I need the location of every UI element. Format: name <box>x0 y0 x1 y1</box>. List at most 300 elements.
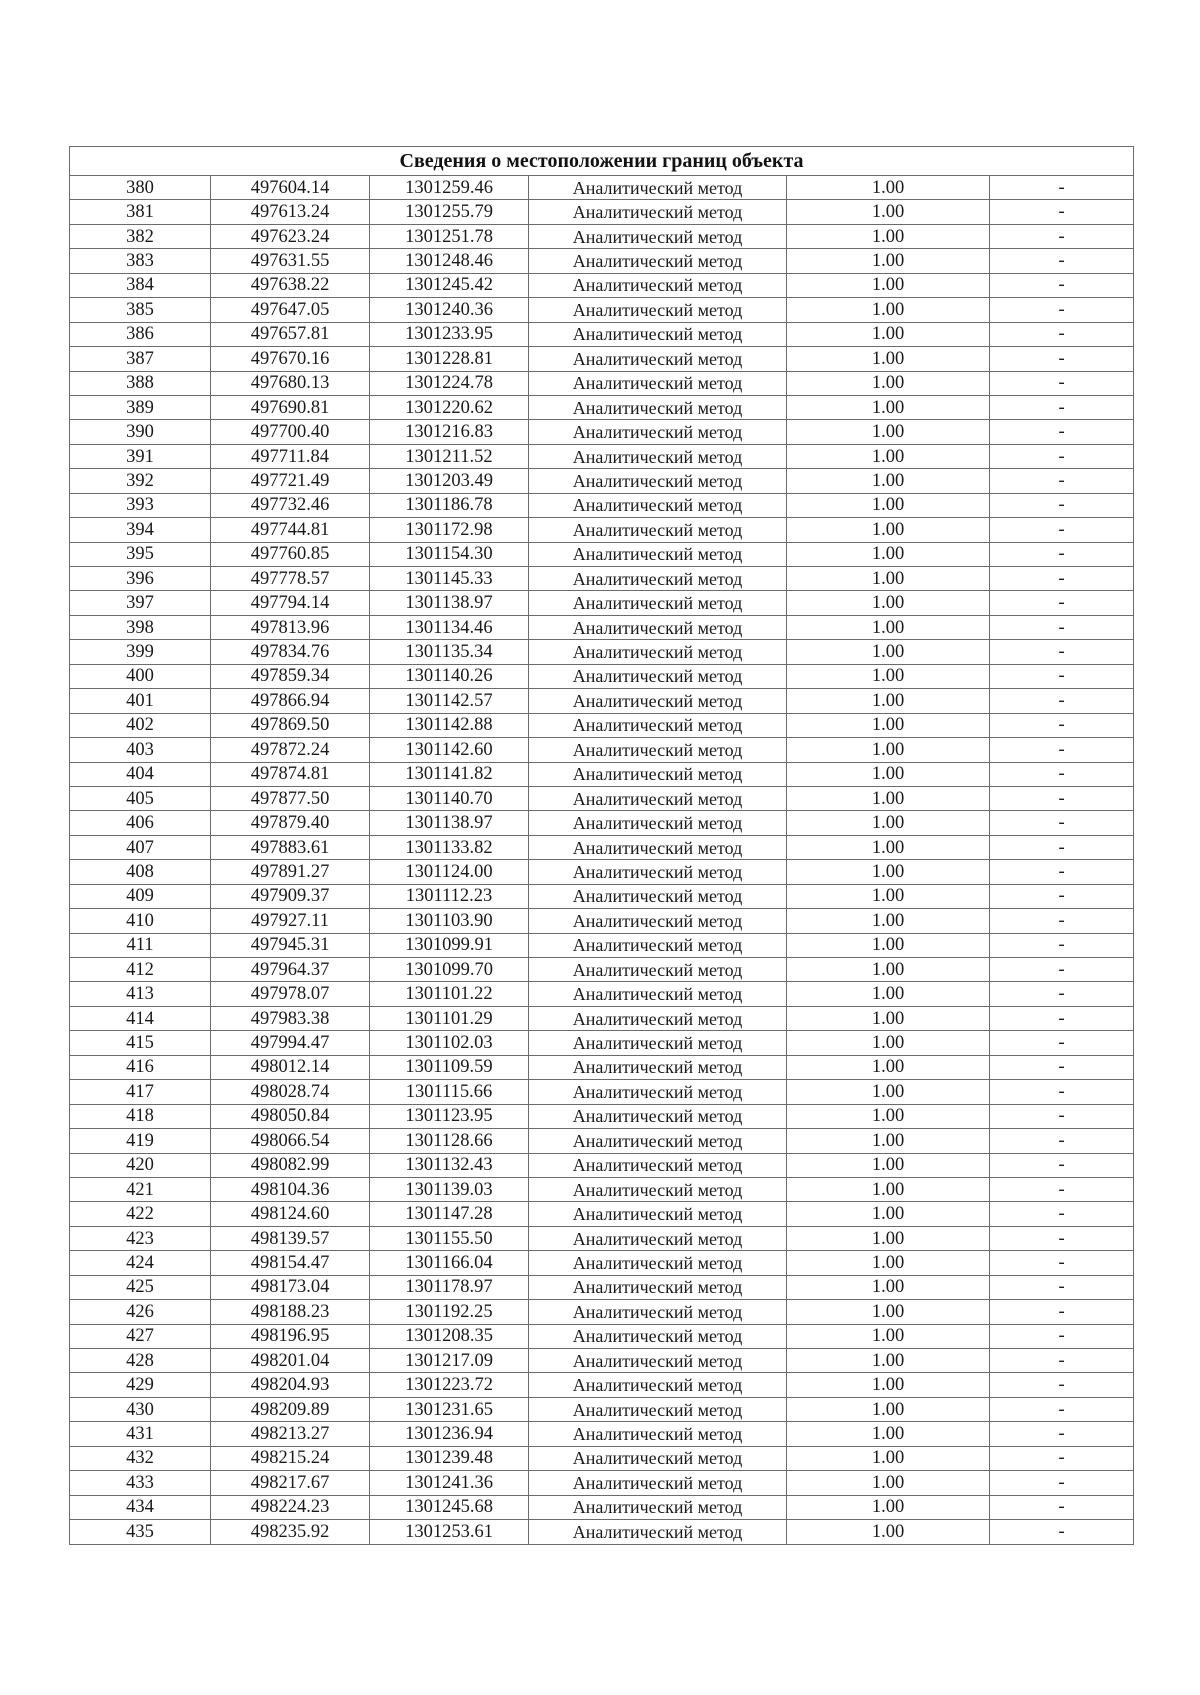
table-row <box>70 884 1134 908</box>
point-number-cell: 429 <box>70 1373 211 1397</box>
note-cell: - <box>990 371 1134 395</box>
point-number-cell: 413 <box>70 982 211 1006</box>
method-cell: Аналитический метод <box>529 811 787 835</box>
accuracy-cell: 1.00 <box>787 1324 990 1348</box>
accuracy-cell: 1.00 <box>787 444 990 468</box>
note-cell: - <box>990 1275 1134 1299</box>
point-number-cell: 430 <box>70 1397 211 1421</box>
point-number-cell: 414 <box>70 1006 211 1030</box>
point-number-cell: 408 <box>70 860 211 884</box>
table-row <box>70 518 1134 542</box>
x-coordinate-cell: 497869.50 <box>211 713 370 737</box>
x-coordinate-cell: 498215.24 <box>211 1446 370 1470</box>
table-row <box>70 1397 1134 1421</box>
point-number-cell: 424 <box>70 1251 211 1275</box>
point-number-cell: 406 <box>70 811 211 835</box>
point-number-cell: 418 <box>70 1104 211 1128</box>
method-cell: Аналитический метод <box>529 1177 787 1201</box>
accuracy-cell: 1.00 <box>787 493 990 517</box>
y-coordinate-cell: 1301245.42 <box>370 273 529 297</box>
y-coordinate-cell: 1301236.94 <box>370 1422 529 1446</box>
table-row <box>70 542 1134 566</box>
note-cell: - <box>990 860 1134 884</box>
method-cell: Аналитический метод <box>529 273 787 297</box>
method-cell: Аналитический метод <box>529 786 787 810</box>
y-coordinate-cell: 1301134.46 <box>370 615 529 639</box>
point-number-cell: 407 <box>70 835 211 859</box>
method-cell: Аналитический метод <box>529 860 787 884</box>
y-coordinate-cell: 1301259.46 <box>370 176 529 200</box>
point-number-cell: 433 <box>70 1471 211 1495</box>
table-row <box>70 1324 1134 1348</box>
table-row <box>70 1226 1134 1250</box>
point-number-cell: 382 <box>70 224 211 248</box>
accuracy-cell: 1.00 <box>787 835 990 859</box>
note-cell: - <box>990 1202 1134 1226</box>
table-row <box>70 615 1134 639</box>
point-number-cell: 401 <box>70 689 211 713</box>
accuracy-cell: 1.00 <box>787 395 990 419</box>
note-cell: - <box>990 1226 1134 1250</box>
note-cell: - <box>990 1397 1134 1421</box>
note-cell: - <box>990 567 1134 591</box>
point-number-cell: 399 <box>70 640 211 664</box>
point-number-cell: 432 <box>70 1446 211 1470</box>
method-cell: Аналитический метод <box>529 176 787 200</box>
accuracy-cell: 1.00 <box>787 640 990 664</box>
table-row <box>70 860 1134 884</box>
x-coordinate-cell: 497927.11 <box>211 909 370 933</box>
y-coordinate-cell: 1301240.36 <box>370 298 529 322</box>
method-cell: Аналитический метод <box>529 1226 787 1250</box>
note-cell: - <box>990 322 1134 346</box>
note-cell: - <box>990 933 1134 957</box>
y-coordinate-cell: 1301223.72 <box>370 1373 529 1397</box>
table-row <box>70 982 1134 1006</box>
point-number-cell: 385 <box>70 298 211 322</box>
method-cell: Аналитический метод <box>529 1495 787 1519</box>
x-coordinate-cell: 497613.24 <box>211 200 370 224</box>
x-coordinate-cell: 497879.40 <box>211 811 370 835</box>
accuracy-cell: 1.00 <box>787 567 990 591</box>
x-coordinate-cell: 497978.07 <box>211 982 370 1006</box>
x-coordinate-cell: 497872.24 <box>211 738 370 762</box>
method-cell: Аналитический метод <box>529 1275 787 1299</box>
note-cell: - <box>990 786 1134 810</box>
accuracy-cell: 1.00 <box>787 933 990 957</box>
note-cell: - <box>990 1373 1134 1397</box>
x-coordinate-cell: 497700.40 <box>211 420 370 444</box>
point-number-cell: 392 <box>70 469 211 493</box>
point-number-cell: 388 <box>70 371 211 395</box>
method-cell: Аналитический метод <box>529 322 787 346</box>
point-number-cell: 383 <box>70 249 211 273</box>
point-number-cell: 384 <box>70 273 211 297</box>
method-cell: Аналитический метод <box>529 371 787 395</box>
table-row <box>70 958 1134 982</box>
note-cell: - <box>990 1104 1134 1128</box>
point-number-cell: 393 <box>70 493 211 517</box>
y-coordinate-cell: 1301231.65 <box>370 1397 529 1421</box>
point-number-cell: 422 <box>70 1202 211 1226</box>
point-number-cell: 402 <box>70 713 211 737</box>
x-coordinate-cell: 498050.84 <box>211 1104 370 1128</box>
accuracy-cell: 1.00 <box>787 1226 990 1250</box>
point-number-cell: 425 <box>70 1275 211 1299</box>
y-coordinate-cell: 1301142.57 <box>370 689 529 713</box>
table-row <box>70 567 1134 591</box>
point-number-cell: 400 <box>70 664 211 688</box>
table-row <box>70 786 1134 810</box>
y-coordinate-cell: 1301217.09 <box>370 1349 529 1373</box>
note-cell: - <box>990 176 1134 200</box>
point-number-cell: 427 <box>70 1324 211 1348</box>
accuracy-cell: 1.00 <box>787 176 990 200</box>
y-coordinate-cell: 1301138.97 <box>370 811 529 835</box>
accuracy-cell: 1.00 <box>787 1129 990 1153</box>
accuracy-cell: 1.00 <box>787 1446 990 1470</box>
x-coordinate-cell: 498188.23 <box>211 1300 370 1324</box>
y-coordinate-cell: 1301253.61 <box>370 1520 529 1544</box>
note-cell: - <box>990 1520 1134 1544</box>
method-cell: Аналитический метод <box>529 591 787 615</box>
method-cell: Аналитический метод <box>529 1349 787 1373</box>
y-coordinate-cell: 1301245.68 <box>370 1495 529 1519</box>
table-row <box>70 1104 1134 1128</box>
x-coordinate-cell: 497983.38 <box>211 1006 370 1030</box>
method-cell: Аналитический метод <box>529 1373 787 1397</box>
table-row <box>70 1129 1134 1153</box>
method-cell: Аналитический метод <box>529 1129 787 1153</box>
note-cell: - <box>990 1031 1134 1055</box>
point-number-cell: 405 <box>70 786 211 810</box>
method-cell: Аналитический метод <box>529 1520 787 1544</box>
accuracy-cell: 1.00 <box>787 1397 990 1421</box>
x-coordinate-cell: 498204.93 <box>211 1373 370 1397</box>
table-body <box>70 176 1134 1545</box>
y-coordinate-cell: 1301099.70 <box>370 958 529 982</box>
table-row <box>70 1031 1134 1055</box>
table-row <box>70 933 1134 957</box>
method-cell: Аналитический метод <box>529 909 787 933</box>
accuracy-cell: 1.00 <box>787 1275 990 1299</box>
method-cell: Аналитический метод <box>529 1422 787 1446</box>
y-coordinate-cell: 1301255.79 <box>370 200 529 224</box>
x-coordinate-cell: 498082.99 <box>211 1153 370 1177</box>
table-row <box>70 640 1134 664</box>
note-cell: - <box>990 884 1134 908</box>
method-cell: Аналитический метод <box>529 1324 787 1348</box>
note-cell: - <box>990 835 1134 859</box>
accuracy-cell: 1.00 <box>787 591 990 615</box>
point-number-cell: 410 <box>70 909 211 933</box>
x-coordinate-cell: 497874.81 <box>211 762 370 786</box>
table-row <box>70 1422 1134 1446</box>
point-number-cell: 387 <box>70 347 211 371</box>
method-cell: Аналитический метод <box>529 1055 787 1079</box>
accuracy-cell: 1.00 <box>787 713 990 737</box>
table-row <box>70 1446 1134 1470</box>
accuracy-cell: 1.00 <box>787 860 990 884</box>
point-number-cell: 411 <box>70 933 211 957</box>
table-row <box>70 689 1134 713</box>
y-coordinate-cell: 1301115.66 <box>370 1080 529 1104</box>
method-cell: Аналитический метод <box>529 542 787 566</box>
note-cell: - <box>990 273 1134 297</box>
x-coordinate-cell: 497945.31 <box>211 933 370 957</box>
point-number-cell: 417 <box>70 1080 211 1104</box>
accuracy-cell: 1.00 <box>787 615 990 639</box>
note-cell: - <box>990 909 1134 933</box>
method-cell: Аналитический метод <box>529 982 787 1006</box>
accuracy-cell: 1.00 <box>787 322 990 346</box>
point-number-cell: 420 <box>70 1153 211 1177</box>
point-number-cell: 434 <box>70 1495 211 1519</box>
x-coordinate-cell: 497883.61 <box>211 835 370 859</box>
accuracy-cell: 1.00 <box>787 249 990 273</box>
note-cell: - <box>990 762 1134 786</box>
x-coordinate-cell: 497604.14 <box>211 176 370 200</box>
accuracy-cell: 1.00 <box>787 1251 990 1275</box>
y-coordinate-cell: 1301109.59 <box>370 1055 529 1079</box>
note-cell: - <box>990 1422 1134 1446</box>
x-coordinate-cell: 497690.81 <box>211 395 370 419</box>
x-coordinate-cell: 498104.36 <box>211 1177 370 1201</box>
y-coordinate-cell: 1301216.83 <box>370 420 529 444</box>
y-coordinate-cell: 1301142.60 <box>370 738 529 762</box>
table-row <box>70 738 1134 762</box>
table-row <box>70 1520 1134 1544</box>
x-coordinate-cell: 497711.84 <box>211 444 370 468</box>
accuracy-cell: 1.00 <box>787 1153 990 1177</box>
y-coordinate-cell: 1301248.46 <box>370 249 529 273</box>
point-number-cell: 381 <box>70 200 211 224</box>
note-cell: - <box>990 664 1134 688</box>
y-coordinate-cell: 1301128.66 <box>370 1129 529 1153</box>
accuracy-cell: 1.00 <box>787 1373 990 1397</box>
y-coordinate-cell: 1301192.25 <box>370 1300 529 1324</box>
table-row <box>70 395 1134 419</box>
point-number-cell: 423 <box>70 1226 211 1250</box>
y-coordinate-cell: 1301172.98 <box>370 518 529 542</box>
point-number-cell: 415 <box>70 1031 211 1055</box>
x-coordinate-cell: 498173.04 <box>211 1275 370 1299</box>
note-cell: - <box>990 958 1134 982</box>
table-row <box>70 1495 1134 1519</box>
method-cell: Аналитический метод <box>529 640 787 664</box>
y-coordinate-cell: 1301103.90 <box>370 909 529 933</box>
y-coordinate-cell: 1301208.35 <box>370 1324 529 1348</box>
x-coordinate-cell: 498028.74 <box>211 1080 370 1104</box>
x-coordinate-cell: 497813.96 <box>211 615 370 639</box>
table-row <box>70 200 1134 224</box>
x-coordinate-cell: 497877.50 <box>211 786 370 810</box>
table-row <box>70 298 1134 322</box>
method-cell: Аналитический метод <box>529 762 787 786</box>
point-number-cell: 397 <box>70 591 211 615</box>
y-coordinate-cell: 1301141.82 <box>370 762 529 786</box>
accuracy-cell: 1.00 <box>787 420 990 444</box>
table-row <box>70 835 1134 859</box>
y-coordinate-cell: 1301220.62 <box>370 395 529 419</box>
table-row <box>70 909 1134 933</box>
table-row <box>70 713 1134 737</box>
table-row <box>70 1275 1134 1299</box>
note-cell: - <box>990 395 1134 419</box>
point-number-cell: 389 <box>70 395 211 419</box>
x-coordinate-cell: 497891.27 <box>211 860 370 884</box>
accuracy-cell: 1.00 <box>787 982 990 1006</box>
accuracy-cell: 1.00 <box>787 1495 990 1519</box>
table-row <box>70 420 1134 444</box>
y-coordinate-cell: 1301132.43 <box>370 1153 529 1177</box>
y-coordinate-cell: 1301166.04 <box>370 1251 529 1275</box>
x-coordinate-cell: 497994.47 <box>211 1031 370 1055</box>
accuracy-cell: 1.00 <box>787 518 990 542</box>
point-number-cell: 390 <box>70 420 211 444</box>
y-coordinate-cell: 1301135.34 <box>370 640 529 664</box>
x-coordinate-cell: 497631.55 <box>211 249 370 273</box>
y-coordinate-cell: 1301239.48 <box>370 1446 529 1470</box>
note-cell: - <box>990 591 1134 615</box>
point-number-cell: 396 <box>70 567 211 591</box>
method-cell: Аналитический метод <box>529 933 787 957</box>
y-coordinate-cell: 1301178.97 <box>370 1275 529 1299</box>
y-coordinate-cell: 1301154.30 <box>370 542 529 566</box>
y-coordinate-cell: 1301140.70 <box>370 786 529 810</box>
note-cell: - <box>990 420 1134 444</box>
table-row <box>70 444 1134 468</box>
note-cell: - <box>990 1300 1134 1324</box>
note-cell: - <box>990 469 1134 493</box>
y-coordinate-cell: 1301099.91 <box>370 933 529 957</box>
method-cell: Аналитический метод <box>529 469 787 493</box>
point-number-cell: 404 <box>70 762 211 786</box>
x-coordinate-cell: 498139.57 <box>211 1226 370 1250</box>
accuracy-cell: 1.00 <box>787 469 990 493</box>
x-coordinate-cell: 497834.76 <box>211 640 370 664</box>
note-cell: - <box>990 493 1134 517</box>
method-cell: Аналитический метод <box>529 200 787 224</box>
accuracy-cell: 1.00 <box>787 909 990 933</box>
x-coordinate-cell: 498217.67 <box>211 1471 370 1495</box>
accuracy-cell: 1.00 <box>787 1471 990 1495</box>
table-row <box>70 1373 1134 1397</box>
point-number-cell: 409 <box>70 884 211 908</box>
note-cell: - <box>990 1251 1134 1275</box>
note-cell: - <box>990 1324 1134 1348</box>
table-row <box>70 591 1134 615</box>
accuracy-cell: 1.00 <box>787 786 990 810</box>
table-row <box>70 1153 1134 1177</box>
point-number-cell: 435 <box>70 1520 211 1544</box>
x-coordinate-cell: 497623.24 <box>211 224 370 248</box>
x-coordinate-cell: 498224.23 <box>211 1495 370 1519</box>
y-coordinate-cell: 1301138.97 <box>370 591 529 615</box>
method-cell: Аналитический метод <box>529 347 787 371</box>
x-coordinate-cell: 497680.13 <box>211 371 370 395</box>
x-coordinate-cell: 498124.60 <box>211 1202 370 1226</box>
x-coordinate-cell: 498066.54 <box>211 1129 370 1153</box>
y-coordinate-cell: 1301140.26 <box>370 664 529 688</box>
accuracy-cell: 1.00 <box>787 738 990 762</box>
point-number-cell: 386 <box>70 322 211 346</box>
y-coordinate-cell: 1301142.88 <box>370 713 529 737</box>
accuracy-cell: 1.00 <box>787 689 990 713</box>
x-coordinate-cell: 497670.16 <box>211 347 370 371</box>
table-row <box>70 273 1134 297</box>
y-coordinate-cell: 1301233.95 <box>370 322 529 346</box>
x-coordinate-cell: 497721.49 <box>211 469 370 493</box>
table-row <box>70 322 1134 346</box>
y-coordinate-cell: 1301241.36 <box>370 1471 529 1495</box>
method-cell: Аналитический метод <box>529 615 787 639</box>
table-row <box>70 469 1134 493</box>
note-cell: - <box>990 615 1134 639</box>
method-cell: Аналитический метод <box>529 420 787 444</box>
method-cell: Аналитический метод <box>529 689 787 713</box>
accuracy-cell: 1.00 <box>787 298 990 322</box>
x-coordinate-cell: 497778.57 <box>211 567 370 591</box>
table-row <box>70 347 1134 371</box>
accuracy-cell: 1.00 <box>787 811 990 835</box>
y-coordinate-cell: 1301139.03 <box>370 1177 529 1201</box>
table-row <box>70 1349 1134 1373</box>
note-cell: - <box>990 1129 1134 1153</box>
point-number-cell: 412 <box>70 958 211 982</box>
table-row <box>70 762 1134 786</box>
y-coordinate-cell: 1301101.29 <box>370 1006 529 1030</box>
y-coordinate-cell: 1301133.82 <box>370 835 529 859</box>
method-cell: Аналитический метод <box>529 835 787 859</box>
x-coordinate-cell: 498213.27 <box>211 1422 370 1446</box>
note-cell: - <box>990 982 1134 1006</box>
note-cell: - <box>990 738 1134 762</box>
method-cell: Аналитический метод <box>529 444 787 468</box>
method-cell: Аналитический метод <box>529 1397 787 1421</box>
accuracy-cell: 1.00 <box>787 1177 990 1201</box>
x-coordinate-cell: 497866.94 <box>211 689 370 713</box>
note-cell: - <box>990 444 1134 468</box>
method-cell: Аналитический метод <box>529 1031 787 1055</box>
x-coordinate-cell: 498154.47 <box>211 1251 370 1275</box>
note-cell: - <box>990 689 1134 713</box>
accuracy-cell: 1.00 <box>787 1349 990 1373</box>
x-coordinate-cell: 498012.14 <box>211 1055 370 1079</box>
point-number-cell: 431 <box>70 1422 211 1446</box>
note-cell: - <box>990 249 1134 273</box>
accuracy-cell: 1.00 <box>787 1104 990 1128</box>
note-cell: - <box>990 1446 1134 1470</box>
x-coordinate-cell: 497964.37 <box>211 958 370 982</box>
y-coordinate-cell: 1301123.95 <box>370 1104 529 1128</box>
note-cell: - <box>990 200 1134 224</box>
method-cell: Аналитический метод <box>529 958 787 982</box>
method-cell: Аналитический метод <box>529 1446 787 1470</box>
method-cell: Аналитический метод <box>529 1202 787 1226</box>
note-cell: - <box>990 298 1134 322</box>
y-coordinate-cell: 1301102.03 <box>370 1031 529 1055</box>
method-cell: Аналитический метод <box>529 493 787 517</box>
method-cell: Аналитический метод <box>529 1080 787 1104</box>
accuracy-cell: 1.00 <box>787 200 990 224</box>
x-coordinate-cell: 498196.95 <box>211 1324 370 1348</box>
note-cell: - <box>990 1153 1134 1177</box>
note-cell: - <box>990 347 1134 371</box>
table-row <box>70 493 1134 517</box>
x-coordinate-cell: 497657.81 <box>211 322 370 346</box>
table-title-row <box>70 147 1134 176</box>
